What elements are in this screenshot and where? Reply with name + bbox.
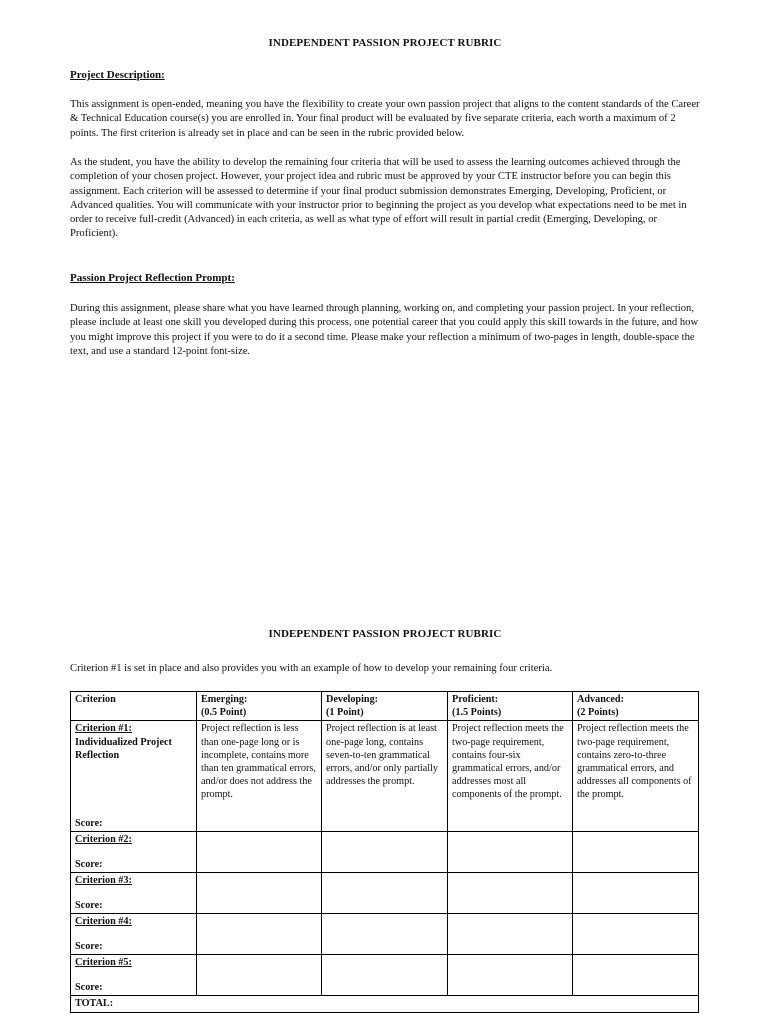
- criterion-2-advanced[interactable]: [573, 832, 699, 873]
- criterion-5-label-cell: [71, 955, 197, 996]
- criterion-name: Criterion #3:: [75, 875, 132, 887]
- criterion-1-row: [71, 721, 699, 832]
- rubric-intro-text: Criterion #1 is set in place and also provides you with an example of how to develop your remaining four criteria.: [70, 663, 553, 674]
- level-points: (1 Point): [326, 707, 364, 719]
- criterion-name: Criterion #5:: [75, 957, 132, 969]
- criterion-1-label-cell: [71, 721, 197, 832]
- criterion-3-emerging[interactable]: [197, 873, 322, 914]
- criterion-1-advanced: Project reflection meets the two-page requirement, contains zero-to-three grammatical errors, and addresses all components of the prompt.: [573, 721, 699, 832]
- criterion-1-developing: Project reflection is at least one-page long, contains seven-to-ten grammatical errors, and/or only partially addresses the prompt.: [322, 721, 448, 832]
- criterion-name: Criterion #2:: [75, 834, 132, 846]
- level-name: Proficient:: [452, 694, 499, 705]
- criterion-2-developing[interactable]: [322, 832, 448, 873]
- criterion-5-advanced[interactable]: [573, 955, 699, 996]
- criterion-2-emerging[interactable]: [197, 832, 322, 873]
- criterion-4-emerging[interactable]: [197, 914, 322, 955]
- header-proficient: [448, 692, 573, 721]
- criterion-1-proficient: Project reflection meets the two-page requirement, contains four-six grammatical errors, and/or addresses most all components of the prompt.: [448, 721, 573, 832]
- criterion-5-developing[interactable]: [322, 955, 448, 996]
- page-title: INDEPENDENT PASSION PROJECT RUBRIC: [268, 37, 502, 49]
- rubric-title: INDEPENDENT PASSION PROJECT RUBRIC: [268, 628, 502, 640]
- project-description-paragraph-2: As the student, you have the ability to develop the remaining four criteria that will be used to assess the learning outcomes achieved through the completion of your chosen project. However, your project idea and rubric must be approved by your CTE instructor before you can begin this assignment. Each criterion will be assessed to determine if your final product submission demonstrates Emerging, Developing, Proficient, or Advanced qualities. You will communicate with your instructor prior to beginning the project as you develop what expectations need to be met in order to receive full-credit (Advanced) in each criteria, as well as what type of effort will result in partial credit (Emerging, Developing, or Proficient).: [70, 157, 687, 240]
- criterion-subtitle: Individualized Project Reflection: [75, 736, 172, 761]
- criterion-4-developing[interactable]: [322, 914, 448, 955]
- rubric-header-row: [71, 692, 699, 721]
- criterion-4-advanced[interactable]: [573, 914, 699, 955]
- score-label: Score:: [75, 818, 103, 830]
- score-label: Score:: [75, 982, 103, 994]
- criterion-3-advanced[interactable]: [573, 873, 699, 914]
- score-label: Score:: [75, 941, 103, 953]
- score-label: Score:: [75, 900, 103, 912]
- header-emerging: [197, 692, 322, 721]
- criterion-name: Criterion #1:: [75, 723, 132, 735]
- reflection-prompt-heading: Passion Project Reflection Prompt:: [70, 272, 235, 284]
- criterion-3-proficient[interactable]: [448, 873, 573, 914]
- criterion-5-proficient[interactable]: [448, 955, 573, 996]
- criterion-4-row: [71, 914, 699, 955]
- level-points: (1.5 Points): [452, 707, 502, 719]
- level-points: (0.5 Point): [201, 707, 247, 719]
- criterion-5-emerging[interactable]: [197, 955, 322, 996]
- total-row: [71, 996, 699, 1012]
- criterion-4-label-cell: [71, 914, 197, 955]
- header-developing: [322, 692, 448, 721]
- level-points: (2 Points): [577, 707, 619, 719]
- criterion-1-emerging: Project reflection is less than one-page long or is incomplete, contains more than ten grammatical errors, and/or does not address the prompt.: [197, 721, 322, 832]
- reflection-prompt-paragraph: During this assignment, please share what you have learned through planning, working on, and completing your passion project. In your reflection, please include at least one skill you developed during this process, one potential career that you could apply this skill towards in the future, and how you might improve this project if you were to do it a second time. Please make your reflection a minimum of two-pages in length, double-space the text, and use a standard 12-point font-size.: [70, 303, 699, 357]
- level-name: Emerging:: [201, 694, 248, 705]
- criterion-3-developing[interactable]: [322, 873, 448, 914]
- level-name: Advanced:: [577, 694, 624, 705]
- criterion-5-row: [71, 955, 699, 996]
- rubric-table: [70, 691, 699, 1013]
- criterion-2-row: [71, 832, 699, 873]
- project-description-heading: Project Description:: [70, 69, 165, 81]
- score-label: Score:: [75, 859, 103, 871]
- criterion-4-proficient[interactable]: [448, 914, 573, 955]
- criterion-2-label-cell: [71, 832, 197, 873]
- criterion-3-row: [71, 873, 699, 914]
- total-label: TOTAL:: [71, 996, 699, 1012]
- criterion-3-label-cell: [71, 873, 197, 914]
- criterion-2-proficient[interactable]: [448, 832, 573, 873]
- header-advanced: [573, 692, 699, 721]
- criterion-name: Criterion #4:: [75, 916, 132, 928]
- project-description-paragraph-1: This assignment is open-ended, meaning you have the flexibility to create your own passion project that aligns to the content standards of the Career & Technical Education course(s) you are enrolled in. Your final product will be evaluated by five separate criteria, each worth a maximum of 2 points. The first criterion is already set in place and can be seen in the rubric provided below.: [70, 99, 700, 139]
- header-criterion: Criterion: [71, 692, 197, 721]
- level-name: Developing:: [326, 694, 379, 705]
